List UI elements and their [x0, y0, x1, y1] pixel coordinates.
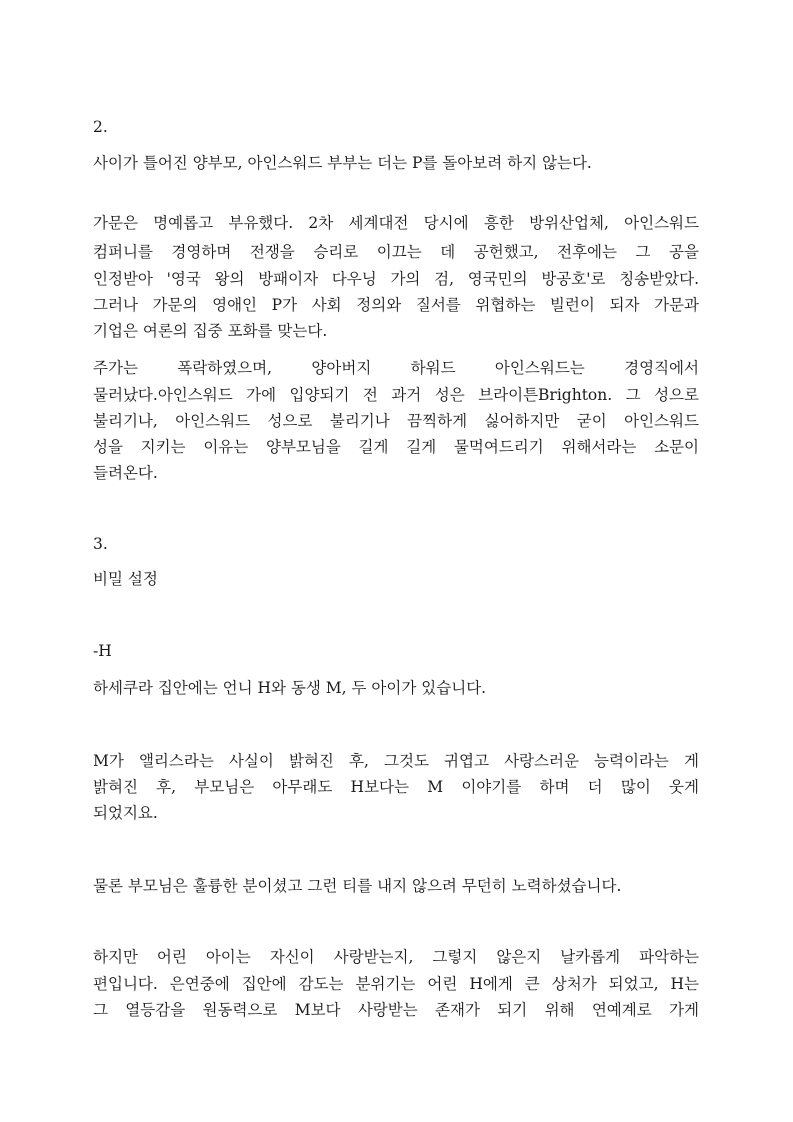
section-number: 3.	[93, 535, 108, 553]
paragraph-line: 인정받아 '영국 왕의 방패이자 다우닝 가의 검, 영국민의 방공호'로 칭송받았다.	[93, 270, 699, 288]
paragraph-line: 하지만 어린 아이는 자신이 사랑받는지, 그렇지 않은지 날카롭게 파악하는	[93, 948, 699, 966]
paragraph-line: 사이가 틀어진 양부모, 아인스워드 부부는 더는 P를 돌아보려 하지 않는다.	[93, 154, 592, 172]
paragraph-line: 성을 지키는 이유는 양부모님을 길게 길게 물먹여드리기 위해서라는 소문이	[93, 438, 699, 456]
paragraph-line: 밝혀진 후, 부모님은 아무래도 H보다는 M 이야기를 하며 더 많이 웃게	[93, 778, 699, 796]
paragraph-line: 물론 부모님은 훌륭한 분이셨고 그런 티를 내지 않으려 무던히 노력하셨습니다.	[93, 877, 622, 895]
paragraph-line: 물러났다.아인스워드 가에 입양되기 전 과거 성은 브라이튼Brighton. 그 성으로	[93, 386, 699, 404]
paragraph-line: 들려온다.	[93, 464, 158, 482]
paragraph-line: 그러나 가문의 영애인 P가 사회 정의와 질서를 위협하는 빌런이 되자 가문과	[93, 296, 699, 314]
subheading: -H	[93, 642, 112, 660]
paragraph-line: 그 열등감을 원동력으로 M보다 사랑받는 존재가 되기 위해 연예계로 가게	[93, 1001, 699, 1019]
section-number: 2.	[93, 118, 108, 136]
section-title: 비밀 설정	[93, 570, 158, 588]
paragraph-line: 주가는 폭락하였으며, 양아버지 하워드 아인스워드는 경영직에서	[93, 359, 699, 377]
paragraph-line: 하세쿠라 집안에는 언니 H와 동생 M, 두 아이가 있습니다.	[93, 679, 487, 697]
paragraph-line: 불리기나, 아인스워드 성으로 불리기나 끔찍하게 싫어하지만 굳이 아인스워드	[93, 412, 699, 430]
paragraph-line: M가 앨리스라는 사실이 밝혀진 후, 그것도 귀엽고 사랑스러운 능력이라는 게	[93, 752, 699, 770]
paragraph-line: 컴퍼니를 경영하며 전쟁을 승리로 이끄는 데 공헌했고, 전후에는 그 공을	[93, 243, 699, 261]
paragraph-line: 되었지요.	[93, 804, 158, 822]
paragraph-line: 기업은 여론의 집중 포화를 맞는다.	[93, 322, 328, 340]
paragraph-line: 편입니다. 은연중에 집안에 감도는 분위기는 어린 H에게 큰 상처가 되었고, H는	[93, 975, 699, 993]
paragraph-line: 가문은 명예롭고 부유했다. 2차 세계대전 당시에 흥한 방위산업체, 아인스워드	[93, 214, 699, 232]
